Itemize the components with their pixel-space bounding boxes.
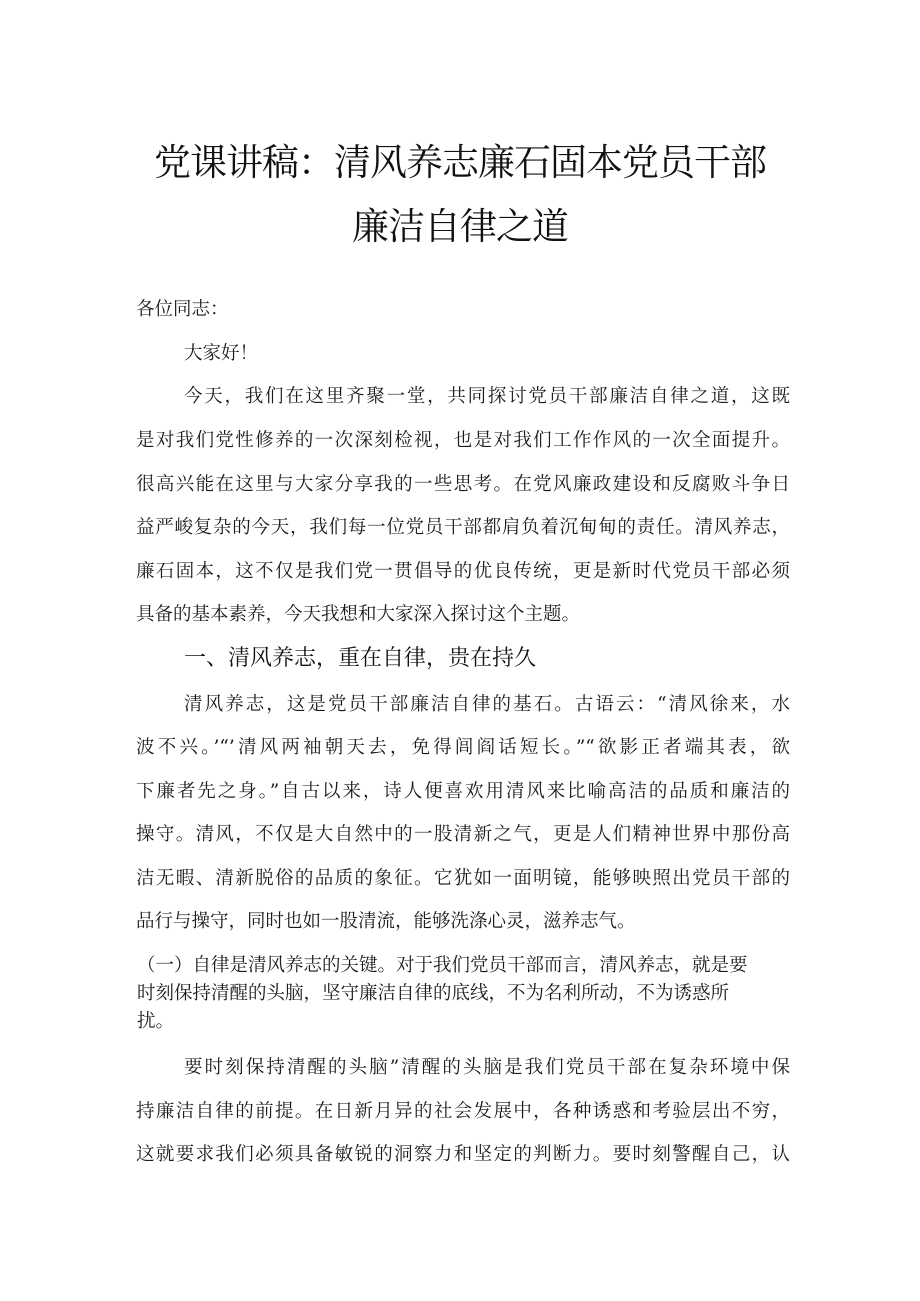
intro-line: 很高兴能在这里与大家分享我的一些思考。在党风廉政建设和反腐败斗争日 <box>136 474 790 495</box>
intro-line: 是对我们党性修养的一次深刻检视，也是对我们工作作风的一次全面提升。 <box>136 430 790 451</box>
subsection-para-line: 这就要求我们必须具备敏锐的洞察力和坚定的判断力。要时刻警醒自己，认 <box>136 1144 790 1165</box>
document-title-line-1: 党课讲稿：清风养志廉石固本党员干部 <box>154 141 766 184</box>
intro-line: 具备的基本素养，今天我想和大家深入探讨这个主题。 <box>136 604 581 625</box>
subsection-para-line: 要时刻保持清醒的头脑”清醒的头脑是我们党员干部在复杂环境中保 <box>184 1057 790 1078</box>
section-heading: 一、清风养志，重在自律，贵在持久 <box>184 646 537 671</box>
subsection-para-line: 持廉洁自律的前提。在日新月异的社会发展中，各种诱惑和考验层出不穷， <box>136 1101 790 1122</box>
subsection-line: 时刻保持清醒的头脑，坚守廉洁自律的底线，不为名利所动，不为诱惑所 <box>137 983 730 1004</box>
intro-line: 今天，我们在这里齐聚一堂，共同探讨党员干部廉洁自律之道，这既 <box>184 386 790 407</box>
section-line: 清风养志，这是党员干部廉洁自律的基石。古语云：“清风徐来，水 <box>184 694 790 715</box>
salutation: 各位同志： <box>136 299 229 320</box>
intro-line: 益严峻复杂的今天，我们每一位党员干部都肩负着沉甸甸的责任。清风养志， <box>136 517 790 538</box>
section-line: 洁无暇、清新脱俗的品质的象征。它犹如一面明镜，能够映照出党员干部的 <box>136 868 790 889</box>
document-title-line-2: 廉洁自律之道 <box>352 205 568 248</box>
section-line: 下廉者先之身。”自古以来，诗人便喜欢用清风来比喻高洁的品质和廉洁的 <box>136 781 790 802</box>
subsection-line: （一）自律是清风养志的关键。对于我们党员干部而言，清风养志，就是要 <box>137 955 748 976</box>
subsection-line: 扰。 <box>137 1011 175 1032</box>
section-line: 品行与操守，同时也如一股清流，能够洗涤心灵，滋养志气。 <box>136 911 636 932</box>
greeting: 大家好！ <box>184 343 259 364</box>
section-line: 波不兴。’“’清风两袖朝天去，免得闾阎话短长。”“欲影正者端其表，欲 <box>136 737 790 758</box>
section-line: 操守。清风，不仅是大自然中的一股清新之气，更是人们精神世界中那份高 <box>136 824 790 845</box>
intro-line: 廉石固本，这不仅是我们党一贯倡导的优良传统，更是新时代党员干部必须 <box>136 561 790 582</box>
